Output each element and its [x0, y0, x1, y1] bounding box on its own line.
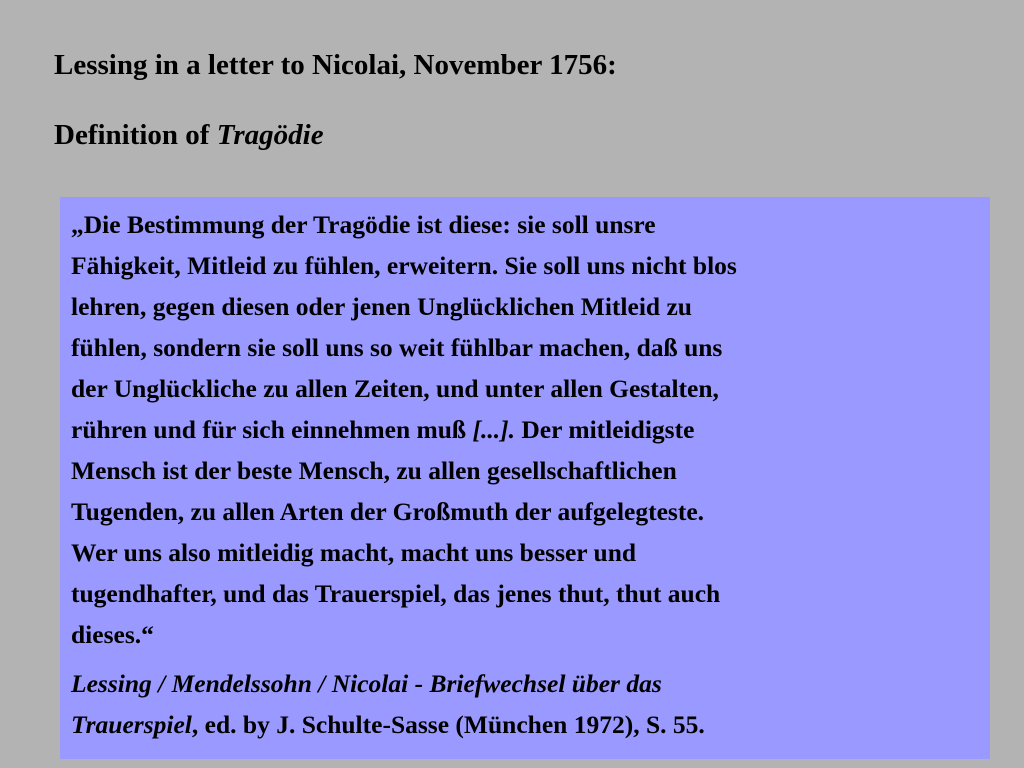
quote-part-1: „Die Bestimmung der Tragödie ist diese: sie soll unsre Fähigkeit, Mitleid zu fühlen, erweitern. Sie soll uns nicht blos lehren, gegen diesen oder jenen Unglücklichen Mitleid zu fühlen, sondern sie soll uns so weit fühlbar machen, daß uns der Unglückliche zu allen Zeiten, und unter allen Gestalten, rühren und für sich einnehmen muß: [71, 210, 737, 444]
citation-details: , ed. by J. Schulte-Sasse (München 1972), S. 55.: [191, 710, 705, 739]
subtitle-term: Tragödie: [216, 119, 324, 151]
citation-title-line-2: Trauerspiel: [71, 710, 192, 739]
slide-title: Lessing in a letter to Nicolai, November 1756:: [54, 49, 617, 81]
citation-title-line-1: Lessing / Mendelssohn / Nicolai - Briefwechsel über das: [71, 669, 662, 698]
quote-box: [60, 197, 990, 759]
slide-subtitle: [54, 118, 324, 152]
subtitle-prefix: Definition of: [54, 119, 217, 151]
quote-part-2: Der mitleidigste Mensch ist der beste Mensch, zu allen gesellschaftlichen Tugenden, zu allen Arten der Großmuth der aufgelegteste. Wer uns also mitleidig macht, macht uns besser und tugendhafter, und das Trauerspiel, das jenes thut, thut auch dieses.“: [71, 415, 721, 649]
quote-text: [71, 204, 976, 655]
citation: [71, 663, 976, 745]
quote-ellipsis: [...].: [472, 415, 515, 444]
